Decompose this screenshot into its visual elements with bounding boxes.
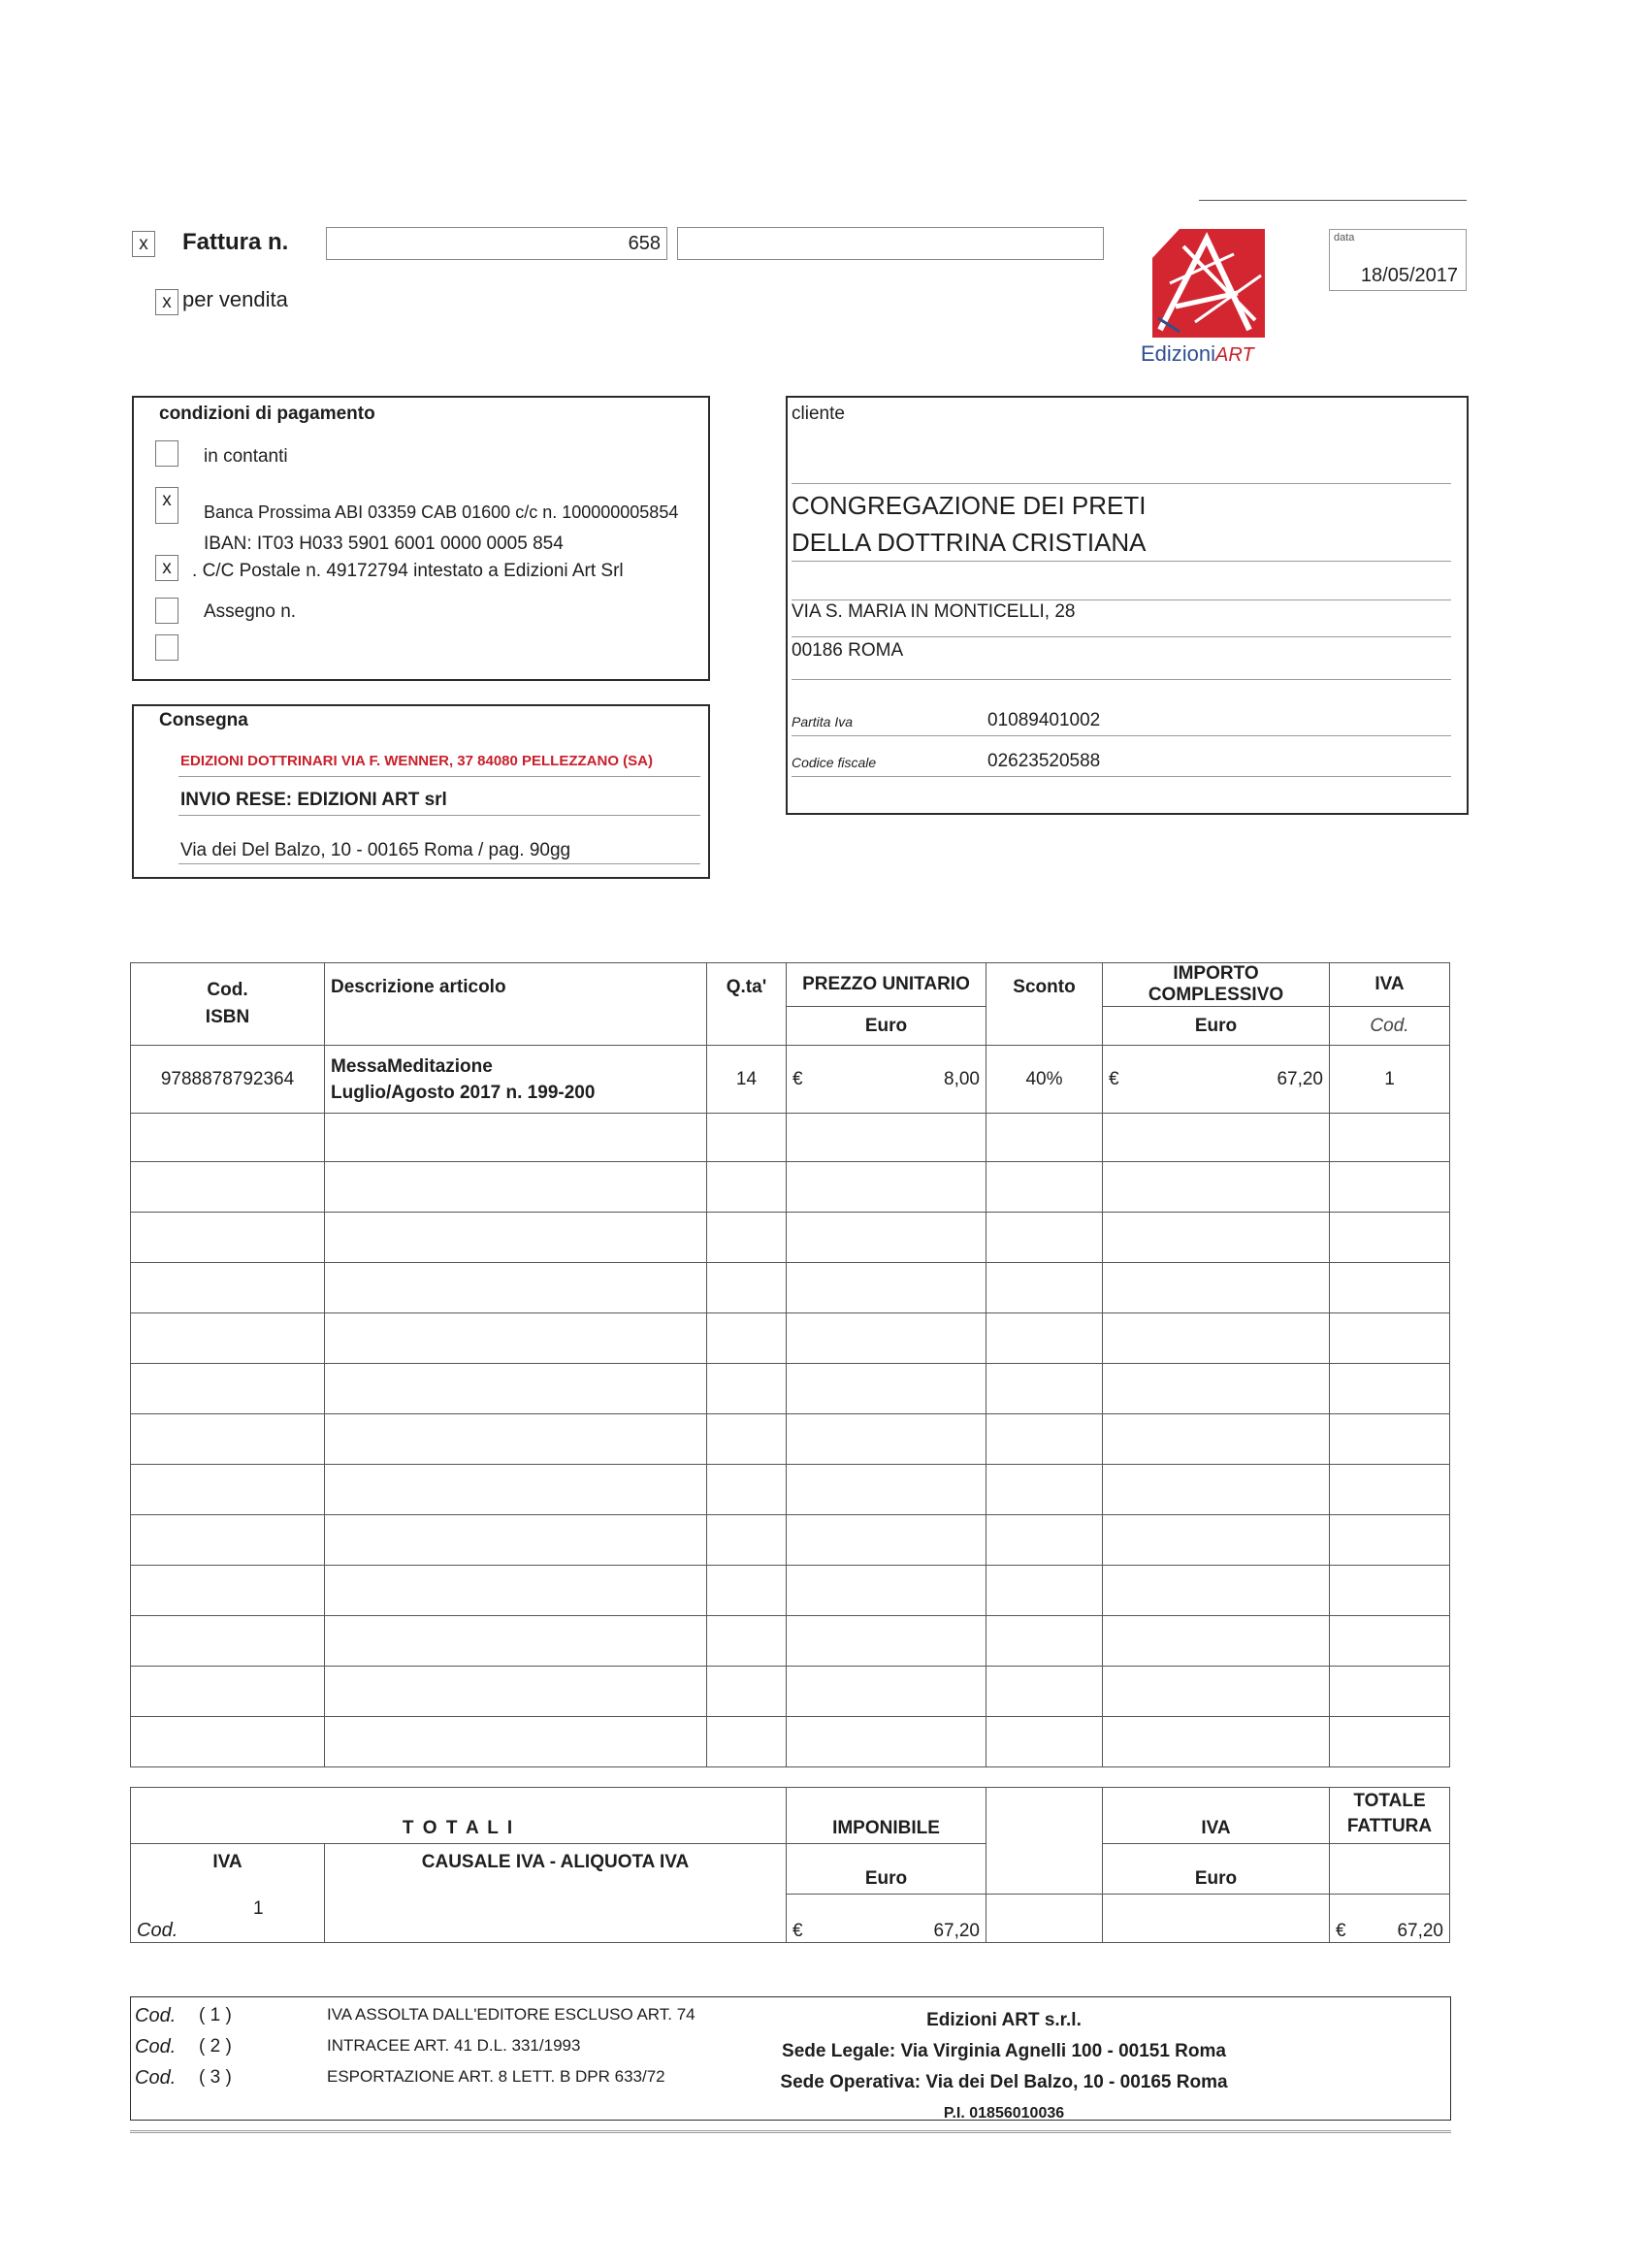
totals-table xyxy=(130,1787,1450,1943)
payment-option-label: Assegno n. xyxy=(204,601,297,622)
table-row-empty xyxy=(131,1313,1450,1364)
divider xyxy=(792,735,1451,736)
table-row-empty xyxy=(131,1263,1450,1313)
payment-option-label: in contanti xyxy=(204,446,288,467)
payment-option-label: . C/C Postale n. 49172794 intestato a Edizioni Art Srl xyxy=(192,561,624,581)
header-discount: Sconto xyxy=(986,963,1103,1046)
client-city: 00186 ROMA xyxy=(792,640,904,661)
payment-option-checkbox[interactable]: x xyxy=(155,487,178,524)
client-name: DELLA DOTTRINA CRISTIANA xyxy=(792,528,1147,557)
client-title: cliente xyxy=(792,404,845,424)
header-vat-code: Cod. xyxy=(1330,1007,1450,1046)
date-value: 18/05/2017 xyxy=(1360,265,1458,286)
payment-conditions-box xyxy=(132,396,710,681)
cell-isbn: 9788878792364 xyxy=(131,1046,325,1114)
divider xyxy=(792,636,1451,637)
footer-box xyxy=(130,1996,1451,2121)
header-unit-price-currency: Euro xyxy=(787,1007,986,1046)
delivery-box xyxy=(132,704,710,879)
divider xyxy=(792,776,1451,777)
note-text: INTRACEE ART. 41 D.L. 331/1993 xyxy=(327,2036,581,2055)
cell-vat-code: 1 xyxy=(1330,1046,1450,1114)
delivery-returns: INVIO RESE: EDIZIONI ART srl xyxy=(180,790,447,810)
vat-reason-header: CAUSALE IVA - ALIQUOTA IVA xyxy=(325,1844,787,1895)
payment-option-checkbox[interactable] xyxy=(155,634,178,661)
cell-qty: 14 xyxy=(707,1046,787,1114)
delivery-title: Consegna xyxy=(159,710,248,730)
logo-text: EdizioniART xyxy=(1141,341,1254,366)
table-row-empty xyxy=(131,1717,1450,1767)
payment-option-checkbox[interactable] xyxy=(155,440,178,467)
divider xyxy=(792,483,1451,484)
company-name: Edizioni ART s.r.l. xyxy=(926,2010,1082,2030)
cell-discount: 40% xyxy=(986,1046,1103,1114)
vat-code-header: IVA xyxy=(131,1844,325,1895)
taxable-currency: Euro xyxy=(787,1844,986,1895)
payment-option-checkbox[interactable] xyxy=(155,598,178,624)
header-qty: Q.ta' xyxy=(707,963,787,1046)
divider xyxy=(178,863,700,864)
vat-header: IVA xyxy=(1103,1788,1330,1844)
date-label: data xyxy=(1334,232,1355,243)
company-legal-seat: Sede Legale: Via Virginia Agnelli 100 - 00151 Roma xyxy=(782,2041,1226,2061)
client-address: VIA S. MARIA IN MONTICELLI, 28 xyxy=(792,601,1076,622)
header-cod: Cod. ISBN xyxy=(131,963,325,1046)
note-cod: Cod. xyxy=(135,2005,177,2026)
note-num: ( 3 ) xyxy=(199,2067,232,2088)
client-box xyxy=(786,396,1469,815)
totals-value-row xyxy=(131,1895,1450,1943)
table-row-empty xyxy=(131,1414,1450,1465)
payment-option-label: Banca Prossima ABI 03359 CAB 01600 c/c n. 100000005854 xyxy=(204,502,679,522)
fattura-number: 658 xyxy=(628,233,661,254)
divider xyxy=(178,815,700,816)
table-row xyxy=(131,1046,1450,1114)
table-row-empty xyxy=(131,1364,1450,1414)
piva-value: 01089401002 xyxy=(987,710,1101,730)
company-operating-seat: Sede Operativa: Via dei Del Balzo, 10 - 00165 Roma xyxy=(780,2072,1228,2092)
fattura-number-field[interactable] xyxy=(326,227,667,260)
company-vat-number: P.I. 01856010036 xyxy=(943,2105,1065,2122)
totals-subheader-row xyxy=(131,1844,1450,1895)
divider xyxy=(792,599,1451,600)
logo-mark-icon xyxy=(1141,225,1277,341)
table-row-empty xyxy=(131,1162,1450,1213)
vat-currency: Euro xyxy=(1103,1844,1330,1895)
payment-option-label: IBAN: IT03 H033 5901 6001 0000 0005 854 xyxy=(204,534,564,554)
fattura-checkbox[interactable]: x xyxy=(132,231,155,257)
table-row-empty xyxy=(131,1213,1450,1263)
header-vat: IVA xyxy=(1330,963,1450,1007)
note-text: ESPORTAZIONE ART. 8 LETT. B DPR 633/72 xyxy=(327,2067,665,2086)
items-table xyxy=(130,962,1450,1767)
payment-title: condizioni di pagamento xyxy=(159,404,375,424)
header-total-amount: IMPORTO COMPLESSIVO xyxy=(1103,963,1330,1007)
totals-invoice-total: € 67,20 xyxy=(1330,1895,1450,1943)
totals-label: T O T A L I xyxy=(131,1788,787,1844)
note-cod: Cod. xyxy=(135,2036,177,2057)
totals-vat-code: Cod. 1 xyxy=(131,1895,325,1943)
divider xyxy=(792,561,1451,562)
table-row-empty xyxy=(131,1566,1450,1616)
cell-unit-price: € 8,00 xyxy=(787,1046,986,1114)
header-unit-price: PREZZO UNITARIO xyxy=(787,963,986,1007)
header-description: Descrizione articolo xyxy=(325,963,707,1046)
client-name: CONGREGAZIONE DEI PRETI xyxy=(792,491,1147,520)
cell-description: MessaMeditazione Luglio/Agosto 2017 n. 199-200 xyxy=(325,1046,707,1114)
table-row-empty xyxy=(131,1515,1450,1566)
note-text: IVA ASSOLTA DALL'EDITORE ESCLUSO ART. 74 xyxy=(327,2005,695,2024)
invoice-total-header: TOTALE FATTURA xyxy=(1330,1788,1450,1844)
table-header-row xyxy=(131,963,1450,1007)
totals-header-row xyxy=(131,1788,1450,1844)
delivery-address: EDIZIONI DOTTRINARI VIA F. WENNER, 37 84080 PELLEZZANO (SA) xyxy=(180,753,654,769)
vendita-checkbox[interactable]: x xyxy=(155,289,178,315)
table-row-empty xyxy=(131,1114,1450,1162)
cf-value: 02623520588 xyxy=(987,751,1101,771)
vendita-label: per vendita xyxy=(182,287,288,311)
cf-label: Codice fiscale xyxy=(792,755,877,770)
table-row-empty xyxy=(131,1667,1450,1717)
divider xyxy=(792,679,1451,680)
note-num: ( 2 ) xyxy=(199,2036,232,2057)
piva-label: Partita Iva xyxy=(792,714,854,729)
payment-option-checkbox[interactable]: x xyxy=(155,555,178,581)
table-row-empty xyxy=(131,1465,1450,1515)
delivery-return-address: Via dei Del Balzo, 10 - 00165 Roma / pag. 90gg xyxy=(180,840,571,860)
fattura-extra-field[interactable] xyxy=(677,227,1104,260)
taxable-header: IMPONIBILE xyxy=(787,1788,986,1844)
date-field[interactable] xyxy=(1329,229,1467,291)
header-total-currency: Euro xyxy=(1103,1007,1330,1046)
note-num: ( 1 ) xyxy=(199,2005,232,2025)
bottom-rule xyxy=(130,2130,1451,2133)
top-rule xyxy=(1199,200,1467,201)
note-cod: Cod. xyxy=(135,2067,177,2089)
divider xyxy=(178,776,700,777)
table-row-empty xyxy=(131,1616,1450,1667)
fattura-label: Fattura n. xyxy=(182,229,289,255)
company-info xyxy=(752,2005,1256,2129)
cell-total-amount: € 67,20 xyxy=(1103,1046,1330,1114)
edizioni-art-logo xyxy=(1141,225,1277,369)
totals-taxable-value: € 67,20 xyxy=(787,1895,986,1943)
